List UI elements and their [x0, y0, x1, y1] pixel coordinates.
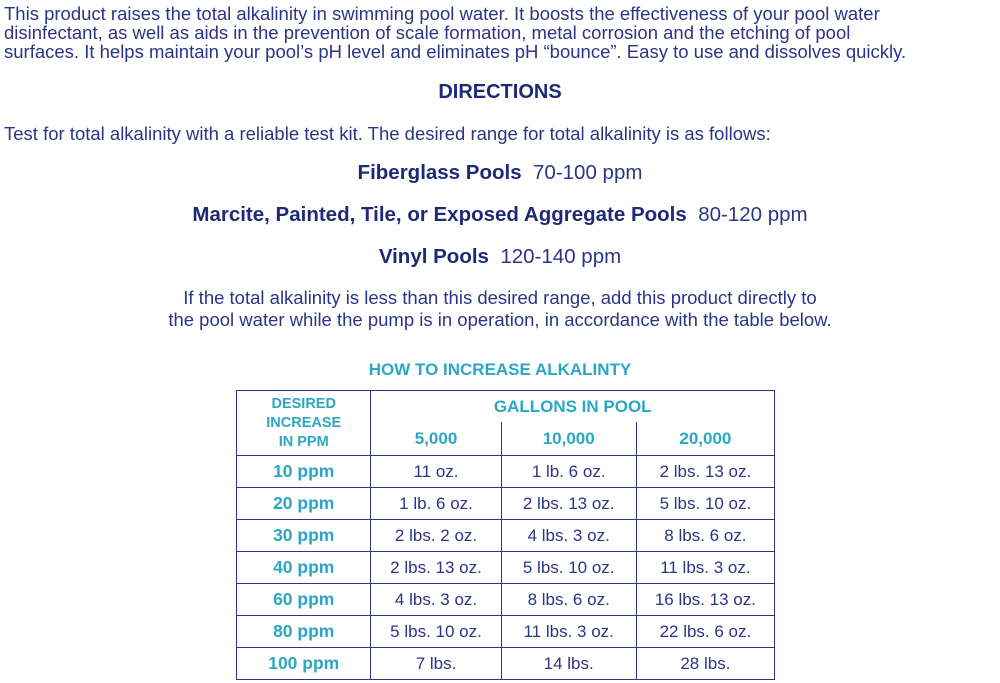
header-line: DESIRED — [271, 395, 336, 412]
amount-cell: 1 lb. 6 oz. — [371, 488, 501, 520]
table-header-row — [237, 391, 775, 423]
alkalinity-dosage-table — [236, 390, 775, 680]
amount-cell: 2 lbs. 13 oz. — [636, 456, 774, 488]
range-marcite — [0, 203, 1000, 227]
description-line: disinfectant, as well as aids in the prevention of scale formation, metal corrosion and the etching of pool — [4, 22, 851, 43]
desired-increase-header — [237, 391, 371, 456]
increase-cell: 100 ppm — [237, 648, 371, 680]
amount-cell: 2 lbs. 13 oz. — [371, 552, 501, 584]
table-row — [237, 584, 775, 616]
table-row — [237, 648, 775, 680]
range-pool-type: Marcite, Painted, Tile, or Exposed Aggregate Pools — [192, 203, 687, 226]
gallons-in-pool-header: GALLONS IN POOL — [371, 391, 775, 423]
amount-cell: 22 lbs. 6 oz. — [636, 616, 774, 648]
amount-cell: 4 lbs. 3 oz. — [371, 584, 501, 616]
header-line: INCREASE — [266, 414, 342, 431]
table-row — [237, 552, 775, 584]
instruction-line: If the total alkalinity is less than this desired range, add this product directly to — [183, 287, 817, 308]
table-row — [237, 520, 775, 552]
amount-cell: 11 lbs. 3 oz. — [501, 616, 636, 648]
amount-cell: 7 lbs. — [371, 648, 501, 680]
dosing-instruction — [0, 287, 1000, 331]
table-row — [237, 616, 775, 648]
table-title: HOW TO INCREASE ALKALINTY — [368, 360, 632, 379]
range-value: 120-140 ppm — [500, 245, 622, 268]
pool-size-header: 5,000 — [371, 422, 501, 456]
instruction-line: the pool water while the pump is in operation, in accordance with the table below. — [168, 309, 832, 330]
header-line: IN PPM — [278, 433, 329, 450]
range-value: 70-100 ppm — [533, 161, 643, 184]
table-row — [237, 456, 775, 488]
amount-cell: 11 lbs. 3 oz. — [636, 552, 774, 584]
range-value: 80-120 ppm — [698, 203, 808, 226]
increase-cell: 40 ppm — [237, 552, 371, 584]
amount-cell: 5 lbs. 10 oz. — [636, 488, 774, 520]
amount-cell: 8 lbs. 6 oz. — [636, 520, 774, 552]
amount-cell: 2 lbs. 2 oz. — [371, 520, 501, 552]
increase-cell: 20 ppm — [237, 488, 371, 520]
amount-cell: 2 lbs. 13 oz. — [501, 488, 636, 520]
amount-cell: 5 lbs. 10 oz. — [501, 552, 636, 584]
amount-cell: 8 lbs. 6 oz. — [501, 584, 636, 616]
directions-heading: DIRECTIONS — [438, 81, 562, 103]
description-line: This product raises the total alkalinity in swimming pool water. It boosts the effectiveness of your pool water — [4, 3, 880, 24]
description-line: surfaces. It helps maintain your pool’s pH level and eliminates pH “bounce”. Easy to use and dissolves quickly. — [4, 41, 907, 62]
increase-cell: 80 ppm — [237, 616, 371, 648]
increase-cell: 60 ppm — [237, 584, 371, 616]
range-pool-type: Fiberglass Pools — [357, 161, 522, 184]
range-fiberglass — [0, 161, 1000, 185]
amount-cell: 28 lbs. — [636, 648, 774, 680]
product-description — [4, 4, 998, 61]
range-vinyl — [0, 245, 1000, 269]
test-instruction: Test for total alkalinity with a reliable test kit. The desired range for total alkalinity is as follows: — [4, 123, 771, 144]
range-pool-type: Vinyl Pools — [378, 245, 489, 268]
pool-size-header: 10,000 — [501, 422, 636, 456]
pool-size-header: 20,000 — [636, 422, 774, 456]
amount-cell: 5 lbs. 10 oz. — [371, 616, 501, 648]
table-row — [237, 488, 775, 520]
amount-cell: 4 lbs. 3 oz. — [501, 520, 636, 552]
amount-cell: 16 lbs. 13 oz. — [636, 584, 774, 616]
increase-cell: 10 ppm — [237, 456, 371, 488]
amount-cell: 11 oz. — [371, 456, 501, 488]
increase-cell: 30 ppm — [237, 520, 371, 552]
amount-cell: 1 lb. 6 oz. — [501, 456, 636, 488]
amount-cell: 14 lbs. — [501, 648, 636, 680]
